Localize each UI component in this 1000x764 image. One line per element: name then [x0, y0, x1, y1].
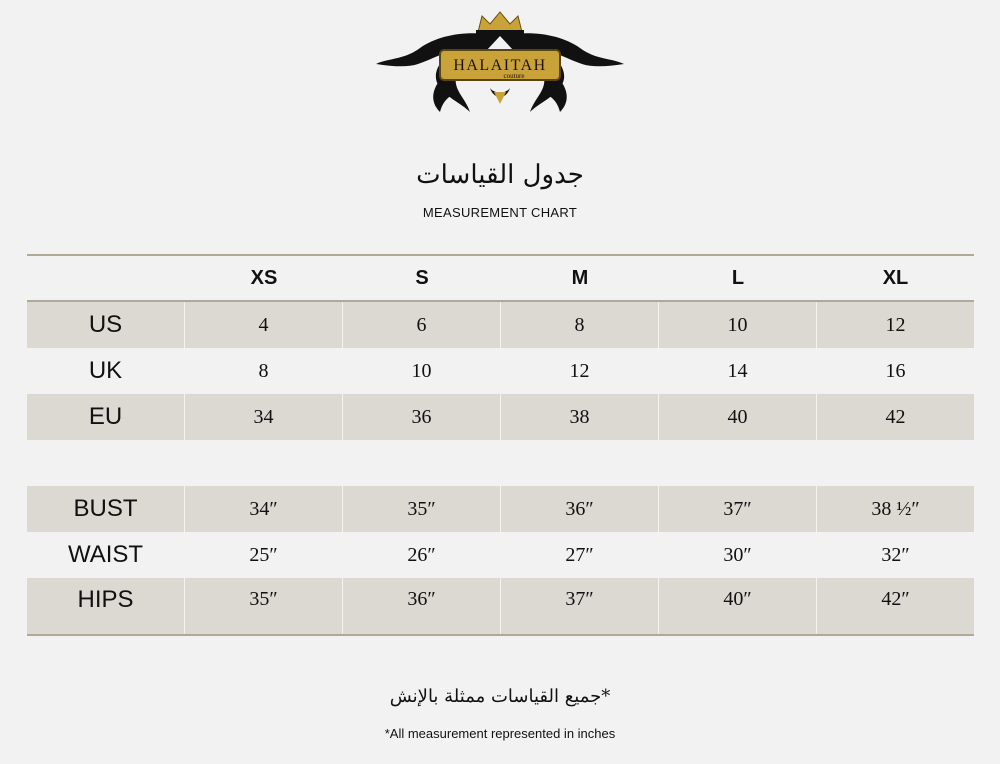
- row-label: HIPS: [27, 578, 185, 634]
- brand-logo: [370, 8, 630, 120]
- table-cell: 8: [501, 302, 659, 348]
- footnote-arabic: *جميع القياسات ممثلة بالإنش: [389, 686, 611, 707]
- table-cell: 34″: [185, 486, 343, 532]
- table-row-bust: [27, 486, 974, 532]
- table-cell: 42: [885, 405, 906, 428]
- row-label: WAIST: [27, 532, 185, 578]
- brand-tagline: couture: [503, 72, 525, 80]
- table-cell: 37″: [501, 578, 659, 634]
- table-header-row: [27, 256, 974, 300]
- table-cell: 42″: [881, 588, 910, 610]
- table-row-waist: [27, 532, 974, 578]
- table-cell: 36: [343, 394, 501, 440]
- table-cell: 30″: [659, 532, 817, 578]
- header-size-xs: XS: [250, 266, 278, 289]
- table-cell: 40: [659, 394, 817, 440]
- header-size-l: L: [731, 266, 745, 289]
- crown-icon: [476, 12, 524, 36]
- table-gap: [27, 440, 974, 486]
- table-cell: 32″: [881, 543, 910, 566]
- table-cell: 8: [185, 348, 343, 394]
- table-cell: 35″: [185, 578, 343, 634]
- table-row-uk: [27, 348, 974, 394]
- table-cell: 12: [885, 313, 906, 336]
- table-cell: 34: [185, 394, 343, 440]
- table-bottom-rule: [27, 634, 974, 636]
- row-label: UK: [27, 348, 185, 394]
- size-table: [27, 254, 974, 636]
- table-cell: 40″: [659, 578, 817, 634]
- table-cell: 38 ½″: [871, 497, 920, 520]
- header-size-s: S: [415, 266, 429, 289]
- table-row-eu: [27, 394, 974, 440]
- table-cell: 36″: [343, 578, 501, 634]
- table-cell: 25″: [185, 532, 343, 578]
- table-cell: 14: [659, 348, 817, 394]
- header-size-m: M: [571, 266, 589, 289]
- table-cell: 4: [185, 302, 343, 348]
- table-cell: 35″: [343, 486, 501, 532]
- table-cell: 16: [885, 359, 906, 382]
- table-cell: 38: [501, 394, 659, 440]
- table-cell: 37″: [659, 486, 817, 532]
- title-english: MEASUREMENT CHART: [422, 205, 578, 220]
- table-cell: 12: [501, 348, 659, 394]
- table-row-hips: [27, 578, 974, 634]
- brand-name: HALAITAH: [453, 57, 547, 74]
- footnote-english: *All measurement represented in inches: [384, 726, 616, 741]
- table-cell: 10: [659, 302, 817, 348]
- table-row-us: [27, 302, 974, 348]
- title-arabic: جدول القياسات: [416, 160, 584, 190]
- header-size-xl: XL: [882, 266, 909, 289]
- table-cell: 26″: [343, 532, 501, 578]
- row-label: EU: [27, 394, 185, 440]
- table-cell: 10: [343, 348, 501, 394]
- table-cell: 27″: [501, 532, 659, 578]
- table-cell: 6: [343, 302, 501, 348]
- row-label: BUST: [27, 486, 185, 532]
- table-cell: 36″: [501, 486, 659, 532]
- row-label: US: [27, 302, 185, 348]
